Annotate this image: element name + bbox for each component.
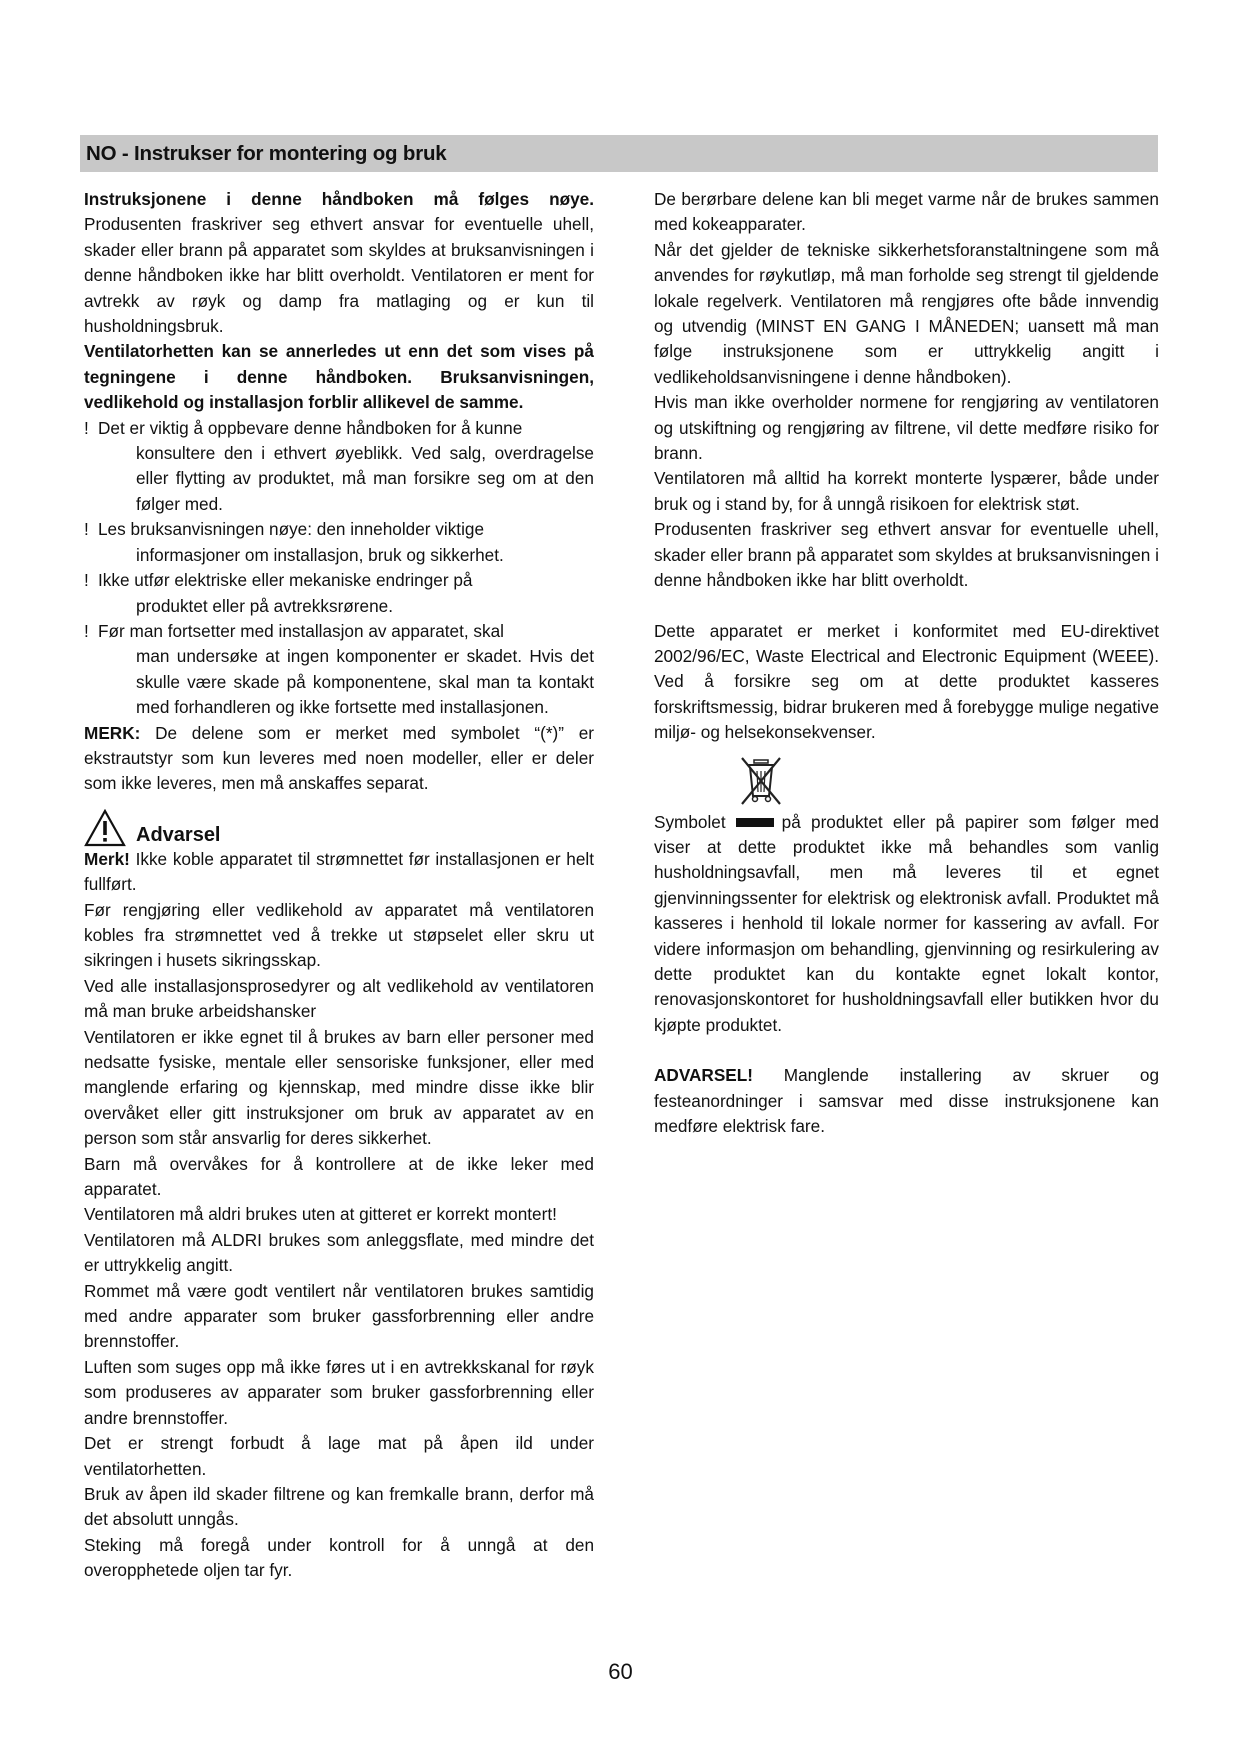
safety-paragraph: Barn må overvåkes for å kontrollere at de ikke leker med apparatet. [84, 1153, 594, 1200]
safety-paragraph: Luften som suges opp må ikke føres ut i en avtrekkskanal for røyk som produseres av apparater som bruker gassforbrenning eller andre brennstoffer. [84, 1356, 594, 1428]
note-text: De delene som er merket med symbolet “(*)” er ekstrautstyr som kun leveres med noen modeller, eller er deler som ikke leveres, men må anskaffes separat. [84, 722, 594, 794]
info-paragraph: Ventilatoren må alltid ha korrekt monterte lyspærer, både under bruk og i stand by, for å unngå risikoen for elektrisk støt. [654, 468, 1159, 514]
bullet-text-first: Les bruksanvisningen nøye: den inneholder viktige [98, 519, 485, 540]
exclamation-icon: ! [84, 417, 89, 438]
info-paragraph: Produsenten fraskriver seg ethvert ansvar for eventuelle uhell, skader eller brann på apparatet som skyldes at bruksanvisningen i denne håndboken ikke har blitt overholdt. [654, 519, 1159, 591]
bullet-text-first: Ikke utfør elektriske eller mekaniske endringer på [98, 570, 473, 591]
symbol-text-before: Symbolet [654, 811, 726, 832]
bullet-item [84, 416, 594, 518]
advarsel-label: ADVARSEL! [654, 1065, 753, 1086]
symbol-paragraph [654, 810, 1159, 1039]
safety-paragraph: Ventilatoren er ikke egnet til å brukes av barn eller personer med nedsatte fysiske, mentale eller sensoriske funksjoner, eller med manglende erfaring og kjennskap, med mindre disse ikke blir overvåket eller gitt instruksjoner om bruk av apparatet av en person som står ansvarlig for deres sikkerhet. [84, 1026, 594, 1149]
intro-paragraph [84, 187, 594, 339]
intro-text: Produsenten fraskriver seg ethvert ansvar for eventuelle uhell, skader eller brann på apparatet som skyldes at bruksanvisningen i denne håndboken ikke har blitt overholdt. Ventilatoren er ment for avtrekk av røyk og damp fra matlaging og er kun til husholdningsbruk. [84, 214, 594, 337]
exclamation-icon: ! [84, 519, 89, 540]
info-paragraph: Hvis man ikke overholder normene for rengjøring av ventilatoren og utskiftning og rengjøring av filtrene, vil dette medføre risiko for brann. [654, 392, 1159, 464]
safety-paragraph: Det er strengt forbudt å lage mat på åpen ild under ventilatorhetten. [84, 1433, 594, 1479]
info-paragraph: Når det gjelder de tekniske sikkerhetsforanstaltningene som må anvendes for røykutløp, må man forholde seg strengt til gjeldende lokale regelverk. Ventilatoren må rengjøres ofte både innvendig og utvendig (MINST EN GANG I MÅNEDEN; uansett må man følge instruksjonene som er uttrykkelig angitt i vedlikeholdsanvisningene i denne håndboken). [654, 239, 1159, 387]
section-title: NO - Instrukser for montering og bruk [86, 142, 447, 165]
crossed-bin-icon [734, 752, 790, 808]
symbol-text-after: på produktet eller på papirer som følger med viser at dette produktet ikke må behandles som vanlig husholdningsavfall, men må leveres til et egnet gjenvinningssenter for elektrisk og elektronisk avfall. Produktet må kasseres i henhold til lokale normer for kassering av avfall. For videre informasjon om behandling, gjenvinning og resirkulering av dette produktet kan du kontakte egnet lokalt kontor, renovasjonskontoret for husholdningsavfall eller butikken hvor du kjøpte produktet. [654, 811, 1159, 1035]
design-note: Ventilatorhetten kan se annerledes ut enn det som vises på tegningene i denne håndboken. Bruksanvisningen, vedlikehold og installasjon forblir allikevel de samme. [84, 341, 594, 413]
advarsel-paragraph [654, 1063, 1159, 1139]
advarsel-text: Manglende installering av skruer og festeanordninger i samsvar med disse instruksjonene kan medføre elektrisk fare. [654, 1065, 1159, 1136]
exclamation-icon: ! [84, 570, 89, 591]
intro-bold: Instruksjonene i denne håndboken må følges nøye. [84, 189, 594, 209]
safety-paragraph: Ved alle installasjonsprosedyrer og alt vedlikehold av ventilatoren må man bruke arbeidshansker [84, 975, 594, 1022]
warning-note-label: Merk! [84, 848, 130, 869]
bullet-text-first: Det er viktig å oppbevare denne håndboken for å kunne [98, 417, 523, 438]
left-column [84, 187, 594, 1584]
black-bar-icon [736, 818, 774, 827]
exclamation-icon: ! [84, 620, 89, 641]
info-paragraph: De berørbare delene kan bli meget varme når de brukes sammen med kokeapparater. [654, 189, 1159, 235]
note-label: MERK: [84, 722, 141, 743]
section-header [80, 135, 1158, 172]
weee-paragraph: Dette apparatet er merket i konformitet med EU-direktivet 2002/96/EC, Waste Electrical and Electronic Equipment (WEEE). Ved å forsikre seg om at dette produktet kasseres forskriftsmessig, bidrar brukeren med å forebygge mulige negative miljø- og helsekonsekvenser. [654, 620, 1159, 743]
bullet-text-first: Før man fortsetter med installasjon av apparatet, skal [98, 620, 504, 641]
page-number: 60 [608, 1659, 633, 1684]
bullet-text-rest: man undersøke at ingen komponenter er skadet. Hvis det skulle være skade på komponentene, skal man ta kontakt med forhandleren og ikke fortsette med installasjonen. [136, 646, 594, 718]
right-column [654, 187, 1159, 1139]
weee-symbol [734, 752, 1159, 810]
warning-note-text: Ikke koble apparatet til strømnettet før installasjonen er helt fullført. [84, 848, 594, 895]
safety-paragraph: Rommet må være godt ventilert når ventilatoren brukes samtidig med andre apparater som bruker gassforbrenning eller andre brennstoffer. [84, 1280, 594, 1352]
warning-title: Advarsel [136, 823, 221, 846]
safety-paragraph: Bruk av åpen ild skader filtrene og kan fremkalle brann, derfor må det absolutt unngås. [84, 1483, 594, 1530]
bullet-item [84, 568, 594, 619]
bullet-text-rest: informasjoner om installasjon, bruk og sikkerhet. [136, 544, 504, 565]
warning-triangle-icon [84, 809, 126, 847]
safety-paragraph: Steking må foregå under kontroll for å unngå at den overopphetede oljen tar fyr. [84, 1534, 594, 1581]
safety-paragraph: Ventilatoren må aldri brukes uten at gitteret er korrekt montert! [84, 1204, 557, 1225]
warning-heading [84, 809, 594, 847]
safety-paragraph: Før rengjøring eller vedlikehold av apparatet må ventilatoren kobles fra strømnettet ved å trekke ut støpselet eller skru ut sikringen i husets sikringsskap. [84, 899, 594, 971]
note-paragraph [84, 721, 594, 797]
warning-note [84, 847, 594, 898]
bullet-item [84, 619, 594, 721]
bullet-text-rest: produktet eller på avtrekksrørene. [136, 595, 393, 616]
bullet-item [84, 517, 594, 568]
bullet-text-rest: konsultere den i ethvert øyeblikk. Ved salg, overdragelse eller flytting av produktet, må man forsikre seg om at den følger med. [136, 443, 594, 514]
safety-paragraph: Ventilatoren må ALDRI brukes som anleggsflate, med mindre det er uttrykkelig angitt. [84, 1229, 594, 1276]
